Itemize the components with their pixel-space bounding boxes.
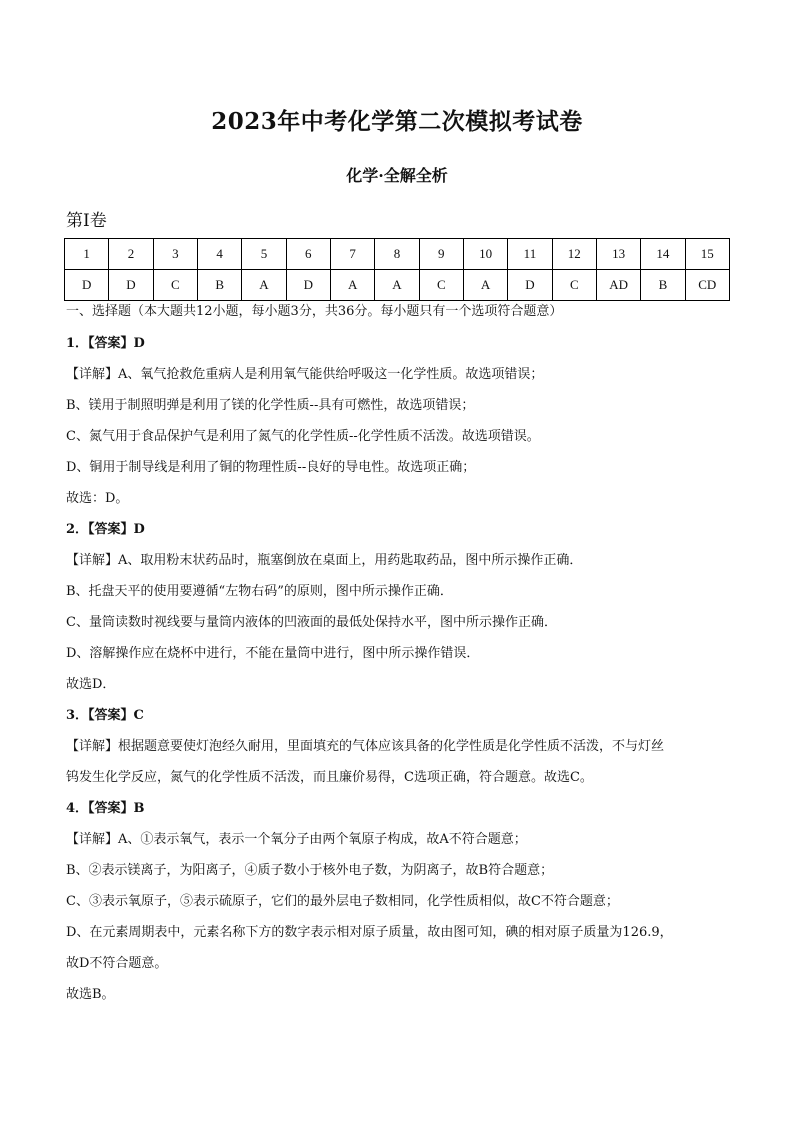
- page-title: 2023年中考化学第二次模拟考试卷: [211, 108, 583, 135]
- page-subtitle: 化学·全解全析: [346, 166, 448, 185]
- explanation-line: B、镁用于制照明弹是利用了镁的化学性质--具有可燃性，故选项错误；: [66, 398, 475, 413]
- question-number-cell: 13: [596, 239, 640, 270]
- question-answer-label: 4．【答案】B: [66, 801, 145, 816]
- explanation-line: D、铜用于制导线是利用了铜的物理性质--良好的导电性。故选项正确；: [66, 460, 476, 475]
- explanation-line: 【详解】根据题意要使灯泡经久耐用，里面填充的气体应该具备的化学性质是化学性质不活泼，不与灯丝: [66, 739, 665, 754]
- question-number-cell: 1: [65, 239, 109, 270]
- question-number-cell: 5: [242, 239, 286, 270]
- question-number-cell: 10: [463, 239, 507, 270]
- answer-cell: A: [242, 270, 286, 301]
- question-answer-label: 3．【答案】C: [66, 708, 144, 723]
- answer-cell: D: [508, 270, 552, 301]
- answer-cell: A: [330, 270, 374, 301]
- question-block: [66, 514, 728, 700]
- answer-table: [64, 238, 730, 301]
- explanation-line: C、③表示氧原子，⑤表示硫原子，它们的最外层电子数相同，化学性质相似，故C不符合题意；: [66, 894, 619, 909]
- question-block: [66, 700, 728, 793]
- volume-label: 第Ⅰ卷: [66, 211, 107, 231]
- answer-cell: A: [463, 270, 507, 301]
- question-number-cell: 11: [508, 239, 552, 270]
- answer-cell: B: [197, 270, 241, 301]
- explanation-line: B、②表示镁离子，为阳离子，④质子数小于核外电子数，为阴离子，故B符合题意；: [66, 863, 554, 878]
- answer-cell: C: [419, 270, 463, 301]
- answer-cell: C: [153, 270, 197, 301]
- explanation-line: C、氮气用于食品保护气是利用了氮气的化学性质--化学性质不活泼。故选项错误。: [66, 429, 540, 444]
- question-number-cell: 9: [419, 239, 463, 270]
- question-number-cell: 14: [641, 239, 685, 270]
- answer-cell: CD: [685, 270, 729, 301]
- explanation-line: B、托盘天平的使用要遵循“左物右码”的原则，图中所示操作正确．: [66, 584, 453, 599]
- question-number-cell: 6: [286, 239, 330, 270]
- explanation-line: D、在元素周期表中，元素名称下方的数字表示相对原子质量，故由图可知，碘的相对原子质量为126.9，: [66, 925, 673, 940]
- answer-cell: AD: [596, 270, 640, 301]
- answer-table-answer-row: [65, 270, 730, 301]
- question-answer-label: 2．【答案】D: [66, 522, 145, 537]
- question-number-cell: 8: [375, 239, 419, 270]
- section-heading: 一、选择题（本大题共12小题，每小题3分，共36分。每小题只有一个选项符合题意）: [66, 304, 563, 319]
- explanation-line: 故D不符合题意。: [66, 956, 168, 971]
- question-number-cell: 4: [197, 239, 241, 270]
- explanation-line: 【详解】A、①表示氧气，表示一个氧分子由两个氧原子构成，故A不符合题意；: [66, 832, 527, 847]
- question-number-cell: 3: [153, 239, 197, 270]
- answer-cell: C: [552, 270, 596, 301]
- explanation-content: [66, 300, 728, 1010]
- answer-cell: D: [286, 270, 330, 301]
- question-answer-label: 1．【答案】D: [66, 336, 145, 351]
- explanation-line: 钨发生化学反应，氮气的化学性质不活泼，而且廉价易得，C选项正确，符合题意。故选C。: [66, 770, 593, 785]
- question-number-cell: 7: [330, 239, 374, 270]
- answer-cell: B: [641, 270, 685, 301]
- answer-table-number-row: [65, 239, 730, 270]
- explanation-line: C、量筒读数时视线要与量筒内液体的凹液面的最低处保持水平，图中所示操作正确．: [66, 615, 557, 630]
- explanation-line: 故选B。: [66, 987, 115, 1002]
- answer-cell: A: [375, 270, 419, 301]
- question-number-cell: 15: [685, 239, 729, 270]
- question-list: [66, 328, 728, 1010]
- explanation-line: 【详解】A、氧气抢救危重病人是利用氧气能供给呼吸这一化学性质。故选项错误；: [66, 367, 544, 382]
- explanation-line: 【详解】A、取用粉末状药品时，瓶塞倒放在桌面上，用药匙取药品，图中所示操作正确．: [66, 553, 583, 568]
- explanation-line: 故选D．: [66, 677, 116, 692]
- explanation-line: D、溶解操作应在烧杯中进行，不能在量筒中进行，图中所示操作错误．: [66, 646, 480, 661]
- answer-cell: D: [109, 270, 153, 301]
- question-number-cell: 2: [109, 239, 153, 270]
- question-number-cell: 12: [552, 239, 596, 270]
- question-block: [66, 328, 728, 514]
- answer-cell: D: [65, 270, 109, 301]
- question-block: [66, 793, 728, 1010]
- explanation-line: 故选：D。: [66, 491, 129, 506]
